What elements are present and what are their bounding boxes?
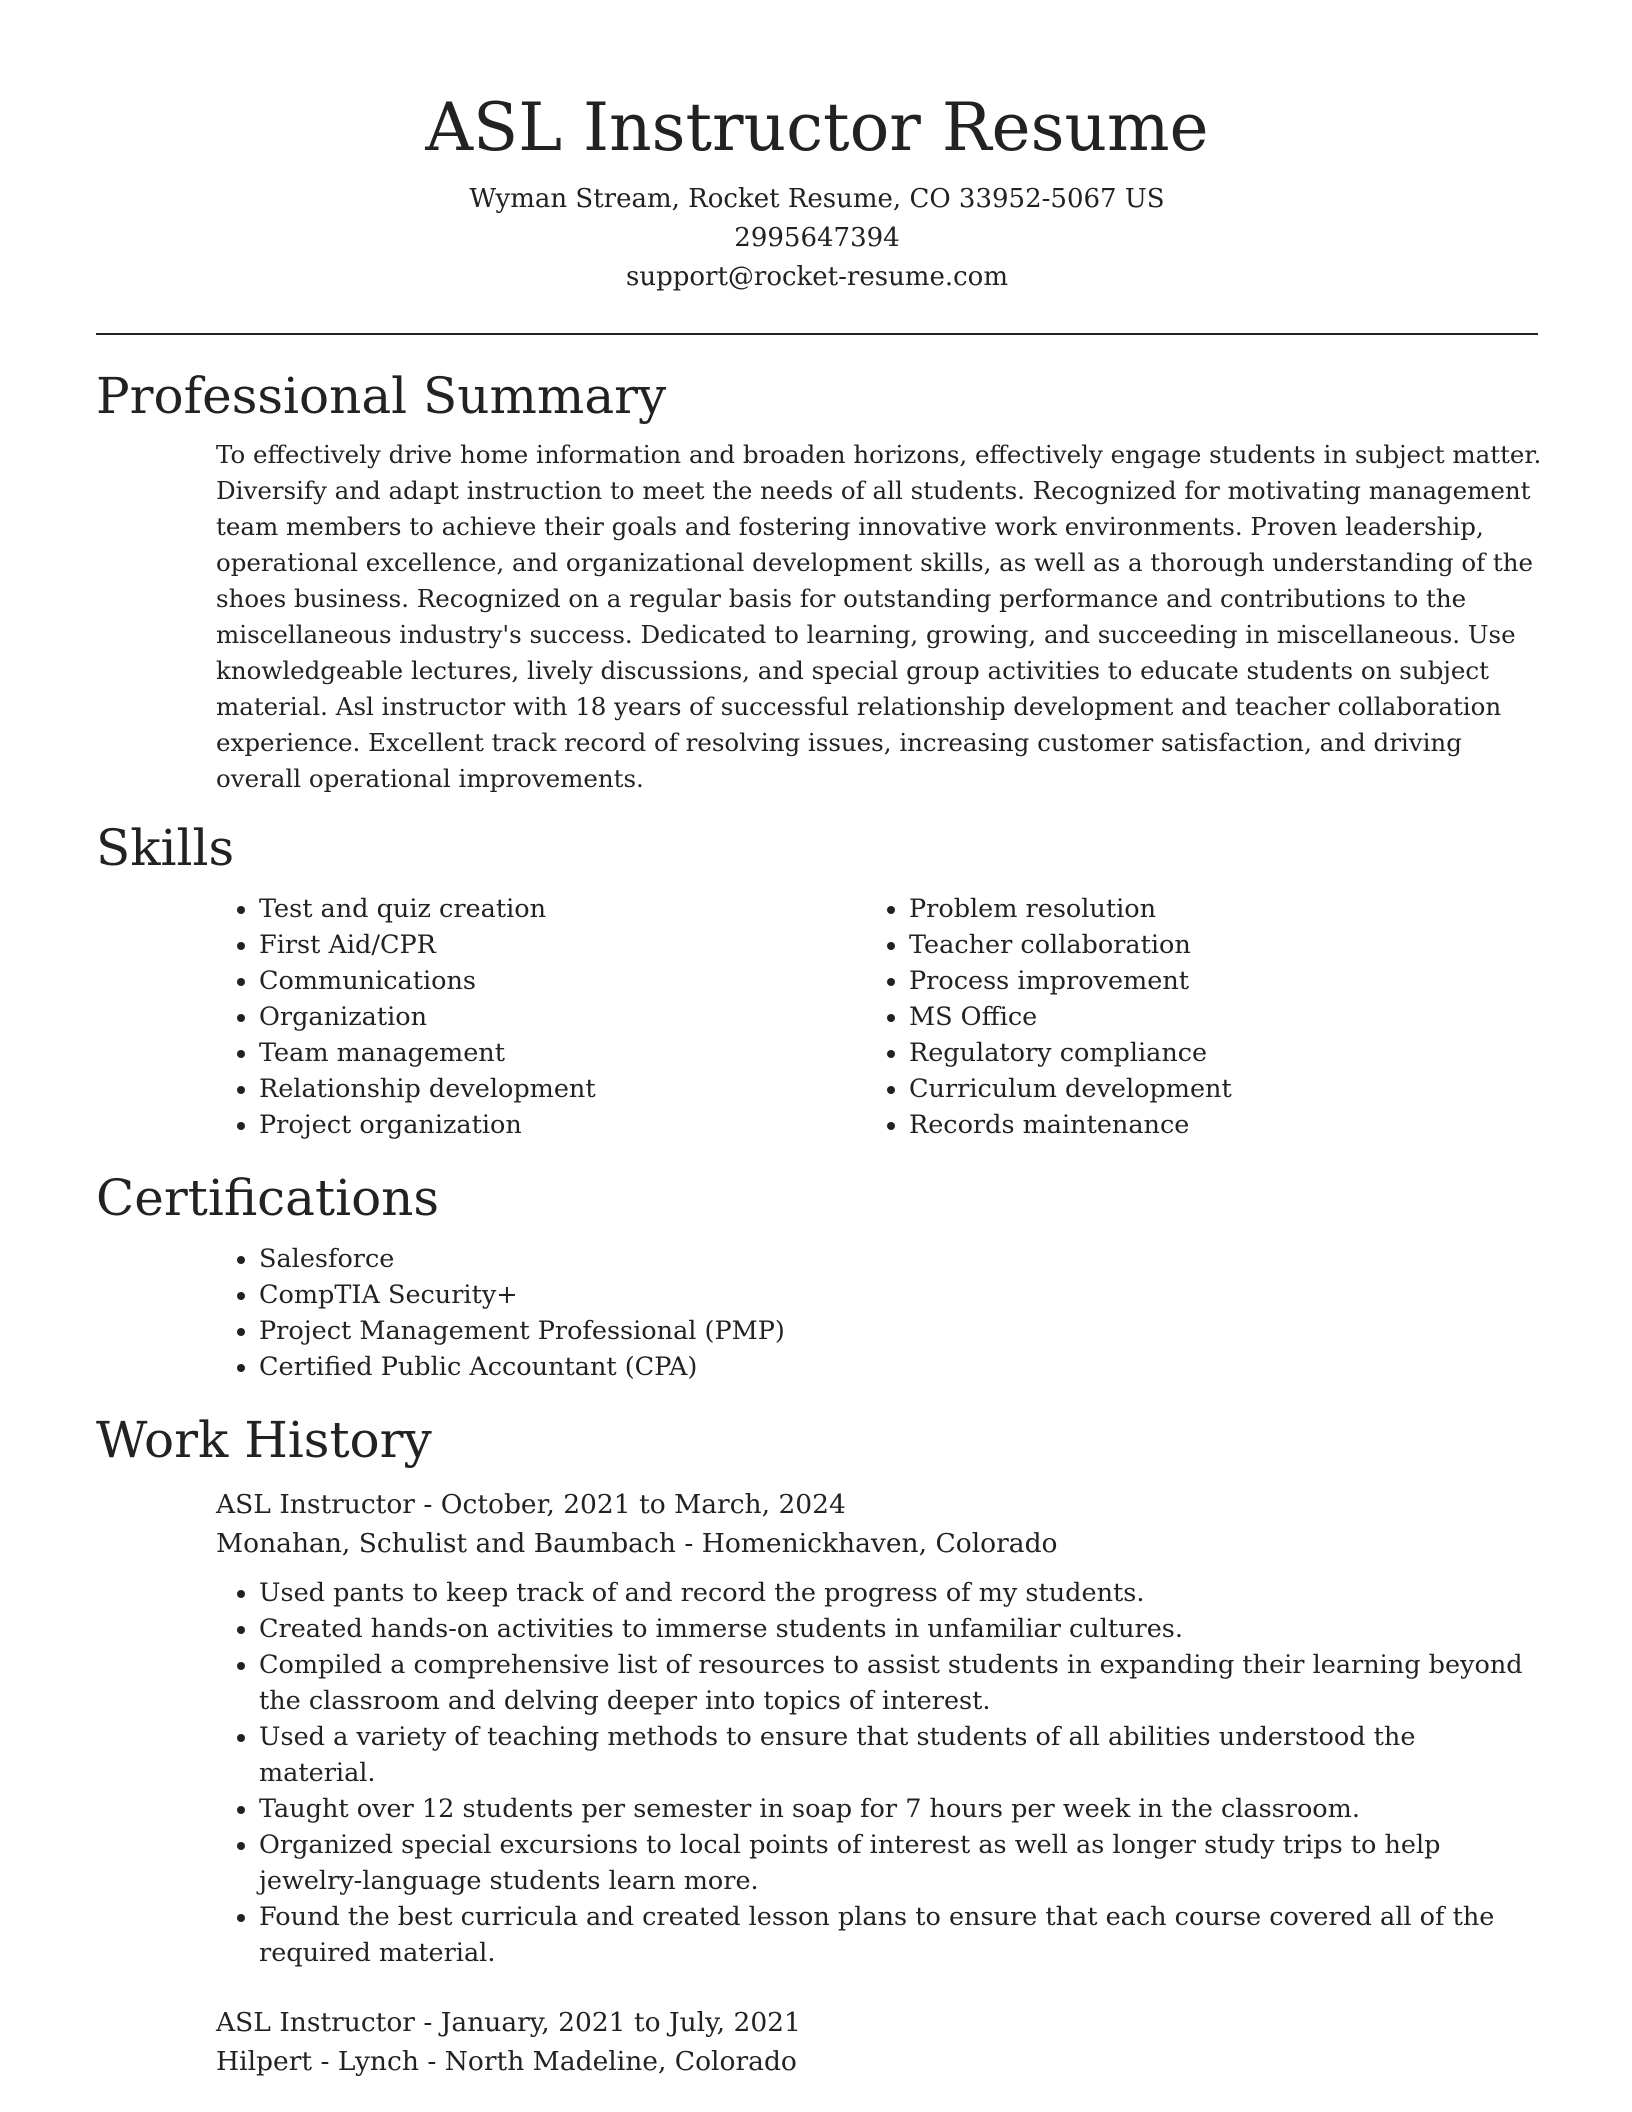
job-title: ASL Instructor <box>216 1489 415 1520</box>
skill-item: • MS Office <box>909 999 1516 1035</box>
header-divider <box>96 333 1538 335</box>
contact-email: support@rocket-resume.com <box>625 262 1008 292</box>
job-location: Homenickhaven, Colorado <box>701 1528 1058 1559</box>
certifications-heading: Certifications <box>96 1169 440 1227</box>
job-bullet: • Taught over 12 students per semester in soap for 7 hours per week in the classroom. <box>259 1791 1538 1827</box>
skill-item: • Curriculum development <box>909 1071 1516 1107</box>
skill-item: • Relationship development <box>259 1071 866 1107</box>
job-bullet: • Compiled a comprehensive list of resources to assist students in expanding their learning beyond the classroom and delving deeper into topics of interest. <box>259 1647 1538 1719</box>
job-company: Hilpert - Lynch <box>216 2046 419 2077</box>
contact-phone: 2995647394 <box>734 223 900 253</box>
job-dates: January, 2021 to July, 2021 <box>440 2007 801 2038</box>
work-history-heading: Work History <box>96 1411 432 1469</box>
job-bullet: • Created hands-on activities to immerse students in unfamiliar cultures. <box>259 1611 1538 1647</box>
certification-item: • Project Management Professional (PMP) <box>259 1313 1538 1349</box>
summary-heading: Professional Summary <box>96 367 667 425</box>
certifications-list-wrap <box>216 1241 1538 1385</box>
job-company: Monahan, Schulist and Baumbach <box>216 1528 676 1559</box>
resume-page <box>96 0 1542 2081</box>
skill-item: • Test and quiz creation <box>259 891 866 927</box>
job-entry <box>216 1485 1538 1971</box>
skill-item: • Teacher collaboration <box>909 927 1516 963</box>
skill-item: • Problem resolution <box>909 891 1516 927</box>
skill-item: • Team management <box>259 1035 866 1071</box>
job-bullet: • Used pants to keep track of and record the progress of my students. <box>259 1575 1538 1611</box>
certification-item: • CompTIA Security+ <box>259 1277 1538 1313</box>
job-bullet: • Organized special excursions to local points of interest as well as longer study trips to help jewelry-language students learn more. <box>259 1827 1538 1899</box>
skill-item: • Process improvement <box>909 963 1516 999</box>
skill-item: • Regulatory compliance <box>909 1035 1516 1071</box>
skills-column-left <box>216 891 866 1143</box>
job-title-line <box>216 2003 1538 2042</box>
certification-item: • Certified Public Accountant (CPA) <box>259 1349 1538 1385</box>
skill-item: • Communications <box>259 963 866 999</box>
job-bullet: • Found the best curricula and created lesson plans to ensure that each course covered all of the required material. <box>259 1899 1538 1971</box>
summary-section <box>96 365 1542 797</box>
skills-heading: Skills <box>96 819 235 877</box>
job-entry <box>216 2003 1538 2081</box>
job-company-line <box>216 1524 1538 1563</box>
certification-item: • Salesforce <box>259 1241 1538 1277</box>
job-separator: - <box>423 2007 441 2038</box>
job-bullet: • Used a variety of teaching methods to ensure that students of all abilities understood the material. <box>259 1719 1538 1791</box>
summary-text: To effectively drive home information and broaden horizons, effectively engage students in subject matter. Diversify and adapt instruction to meet the needs of all students. Recognized for motivating management team members to achieve their goals and fostering innovative work environments. Proven leadership, operational excellence, and organizational development skills, as well as a thorough understanding of the shoes business. Recognized on a regular basis for outstanding performance and contributions to the miscellaneous industry's success. Dedicated to learning, growing, and succeeding in miscellaneous. Use knowledgeable lectures, lively discussions, and special group activities to educate students on subject material. Asl instructor with 18 years of successful relationship development and teacher collaboration experience. Excellent track record of resolving issues, increasing customer satisfaction, and driving overall operational improvements. <box>216 440 1542 793</box>
certifications-section <box>96 1167 1538 1385</box>
skill-item: • Project organization <box>259 1107 866 1143</box>
job-title-line <box>216 1485 1538 1524</box>
job-separator: - <box>684 1528 702 1559</box>
work-history-section <box>96 1409 1538 2081</box>
skill-item: • Organization <box>259 999 866 1035</box>
contact-block <box>96 180 1538 297</box>
job-bullets <box>216 1575 1538 1971</box>
job-company-line <box>216 2042 1538 2081</box>
skills-section <box>96 817 1538 1143</box>
skill-item: • First Aid/CPR <box>259 927 866 963</box>
job-location: North Madeline, Colorado <box>444 2046 797 2077</box>
skill-item: • Records maintenance <box>909 1107 1516 1143</box>
job-dates: October, 2021 to March, 2024 <box>440 1489 846 1520</box>
contact-address: Wyman Stream, Rocket Resume, CO 33952-5067 US <box>469 184 1165 214</box>
skills-columns <box>216 891 1538 1143</box>
job-separator: - <box>427 2046 445 2077</box>
resume-header <box>96 0 1538 297</box>
job-separator: - <box>423 1489 441 1520</box>
skills-column-right <box>866 891 1516 1143</box>
page-title: ASL Instructor Resume <box>425 89 1209 166</box>
job-title: ASL Instructor <box>216 2007 415 2038</box>
